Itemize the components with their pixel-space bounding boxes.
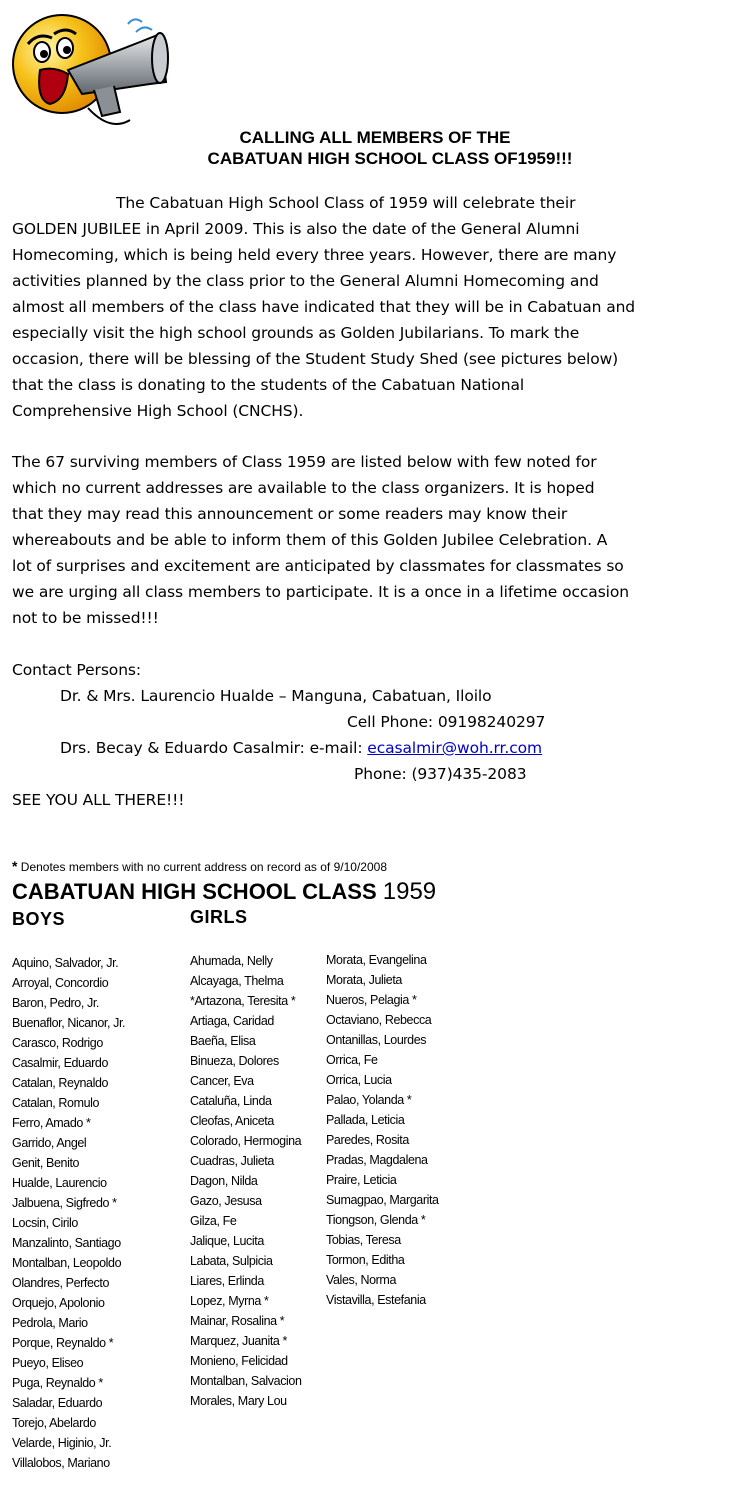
girl-name: Baeña, Elisa [190,1034,256,1048]
boy-name: Jalbuena, Sigfredo * [12,1196,117,1210]
boy-name: Baron, Pedro, Jr. [12,996,99,1010]
boys-heading: BOYS [12,909,66,929]
headline-line-2: CABATUAN HIGH SCHOOL CLASS OF1959!!! [207,149,573,168]
contact-second-phone: Phone: (937)435-2083 [354,765,527,783]
boy-name: Genit, Benito [12,1156,80,1170]
intro-line: GOLDEN JUBILEE in April 2009. This is also the date of the General Alumni [12,220,580,238]
intro-line: almost all members of the class have indicated that they will be in Cabatuan and [12,298,636,316]
girl-name: Tobias, Teresa [326,1233,401,1247]
surviving-paragraph [12,449,629,631]
intro-line: especially visit the high school grounds as Golden Jubilarians. To mark the [12,324,580,342]
girl-name: Colorado, Hermogina [190,1134,302,1148]
girls-heading: GIRLS [190,907,248,927]
girl-name: Labata, Sulpicia [190,1254,273,1268]
boy-name: Porque, Reynaldo * [12,1336,114,1350]
girl-name: Pradas, Magdalena [326,1153,428,1167]
boy-name: Olandres, Perfecto [12,1276,110,1290]
boy-name: Pedrola, Mario [12,1316,88,1330]
roster-title [12,878,436,906]
girl-name: Ahumada, Nelly [190,954,273,968]
girl-name: Vistavilla, Estefania [326,1293,426,1307]
contacts-heading: Contact Persons: [12,661,142,679]
roster-title-text: CABATUAN HIGH SCHOOL CLASS [12,879,383,904]
girl-name: Dagon, Nilda [190,1174,258,1188]
girl-name: Marquez, Juanita * [190,1334,288,1348]
boy-name: Arroyal, Concordio [12,976,109,990]
girl-name: Monieno, Felicidad [190,1354,288,1368]
boy-name: Ferro, Amado * [12,1116,91,1130]
contact-first-name: Dr. & Mrs. Laurencio Hualde – Manguna, Cabatuan, Iloilo [60,687,492,705]
boy-name: Catalan, Romulo [12,1096,100,1110]
girl-name: Cancer, Eva [190,1074,254,1088]
intro-line: activities planned by the class prior to the General Alumni Homecoming and [12,272,599,290]
contact-second-name: Drs. Becay & Eduardo Casalmir: e-mail: [60,739,368,757]
boy-name: Garrido, Angel [12,1136,87,1150]
headline-line-1: CALLING ALL MEMBERS OF THE [239,128,511,147]
surviving-line: we are urging all class members to participate. It is a once in a lifetime occasion [12,583,629,601]
girl-name: Tiongson, Glenda * [326,1213,426,1227]
boy-name: Pueyo, Eliseo [12,1356,84,1370]
boy-name: Torejo, Abelardo [12,1416,96,1430]
girl-name: Tormon, Editha [326,1253,405,1267]
surviving-line: which no current addresses are available to the class organizers. It is hoped [12,479,595,497]
girl-name: Vales, Norma [326,1273,396,1287]
boy-name: Carasco, Rodrigo [12,1036,103,1050]
girl-name: *Artazona, Teresita * [190,994,296,1008]
girl-name: Jalique, Lucita [190,1234,264,1248]
boys-list [12,953,125,1473]
note-star: * [12,858,18,874]
girl-name: Palao, Yolanda * [326,1093,412,1107]
megaphone-smiley-icon [10,12,170,130]
girl-name: Morata, Evangelina [326,953,427,967]
girl-name: Octaviano, Rebecca [326,1013,432,1027]
surviving-line: not to be missed!!! [12,609,159,627]
surviving-line: lot of surprises and excitement are anticipated by classmates for classmates so [12,557,624,575]
address-note [12,858,387,874]
boy-name: Buenaflor, Nicanor, Jr. [12,1016,126,1030]
intro-line: occasion, there will be blessing of the Student Study Shed (see pictures below) [12,350,619,368]
boy-name: Saladar, Eduardo [12,1396,103,1410]
boy-name: Villalobos, Mariano [12,1456,110,1470]
roster-year: 1959 [382,878,437,905]
closing-line: SEE YOU ALL THERE!!! [12,791,185,809]
boy-name: Locsin, Cirilo [12,1216,78,1230]
intro-line: that the class is donating to the students of the Cabatuan National [12,376,525,394]
boy-name: Puga, Reynaldo * [12,1376,103,1390]
girls-list-column-2 [326,950,439,1310]
note-text: Denotes members with no current address on record as of 9/10/2008 [17,860,387,874]
girl-name: Binueza, Dolores [190,1054,279,1068]
girl-name: Morales, Mary Lou [190,1394,287,1408]
boy-name: Casalmir, Eduardo [12,1056,109,1070]
intro-line: Comprehensive High School (CNCHS). [12,402,304,420]
boy-name: Velarde, Higinio, Jr. [12,1436,112,1450]
girl-name: Alcayaga, Thelma [190,974,284,988]
boy-name: Aquino, Salvador, Jr. [12,956,119,970]
girl-name: Artiaga, Caridad [190,1014,274,1028]
girls-list-column-1 [190,951,302,1411]
girl-name: Nueros, Pelagia * [326,993,417,1007]
girl-name: Liares, Erlinda [190,1274,264,1288]
email-link[interactable]: ecasalmir@woh.rr.com [367,739,543,757]
contact-first-phone: Cell Phone: 09198240297 [347,713,546,731]
girl-name: Cleofas, Aniceta [190,1114,274,1128]
girl-name: Gilza, Fe [190,1214,237,1228]
boy-name: Manzalinto, Santiago [12,1236,121,1250]
girl-name: Mainar, Rosalina * [190,1314,285,1328]
boy-name: Hualde, Laurencio [12,1176,107,1190]
surviving-line: The 67 surviving members of Class 1959 are listed below with few noted for [12,453,597,471]
girl-name: Sumagpao, Margarita [326,1193,439,1207]
girl-name: Pallada, Leticia [326,1113,405,1127]
girl-name: Gazo, Jesusa [190,1194,262,1208]
boy-name: Montalban, Leopoldo [12,1256,122,1270]
girl-name: Praire, Leticia [326,1173,397,1187]
girl-name: Ontanillas, Lourdes [326,1033,427,1047]
contact-second [60,735,542,761]
girl-name: Paredes, Rosita [326,1133,409,1147]
surviving-line: whereabouts and be able to inform them of this Golden Jubilee Celebration. A [12,531,608,549]
girl-name: Montalban, Salvacion [190,1374,302,1388]
girl-name: Morata, Julieta [326,973,402,987]
girl-name: Lopez, Myrna * [190,1294,269,1308]
girl-name: Cataluña, Linda [190,1094,272,1108]
girl-name: Cuadras, Julieta [190,1154,274,1168]
surviving-line: that they may read this announcement or some readers may know their [12,505,568,523]
intro-line: Homecoming, which is being held every three years. However, there are many [12,246,617,264]
boy-name: Catalan, Reynaldo [12,1076,109,1090]
boy-name: Orquejo, Apolonio [12,1296,105,1310]
girl-name: Orrica, Lucia [326,1073,392,1087]
intro-paragraph [12,190,635,424]
girl-name: Orrica, Fe [326,1053,378,1067]
intro-line: The Cabatuan High School Class of 1959 will celebrate their [116,194,576,212]
